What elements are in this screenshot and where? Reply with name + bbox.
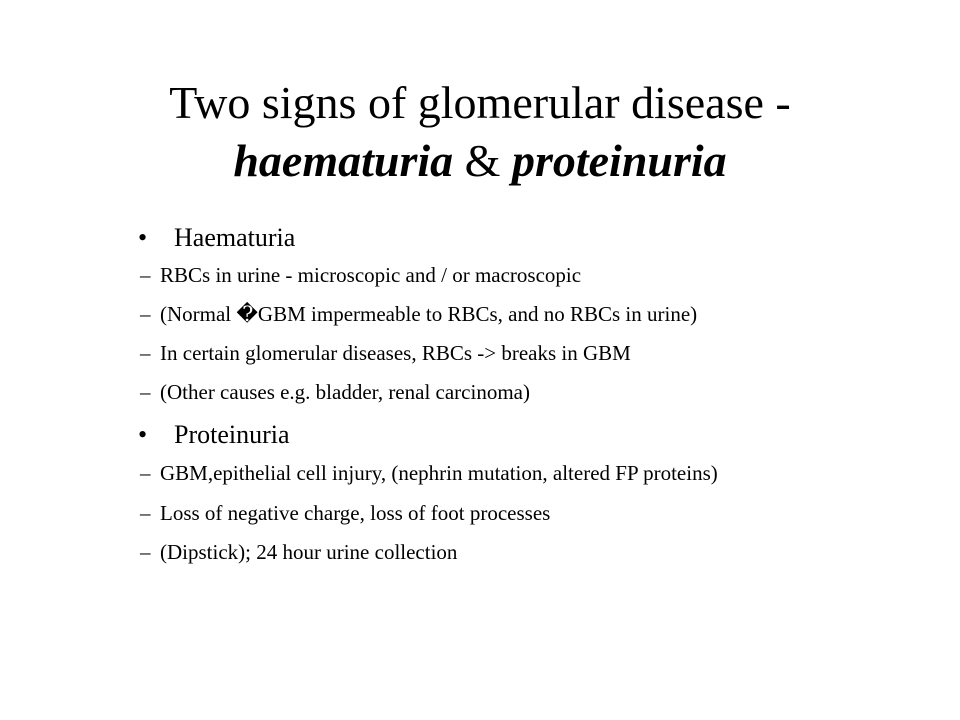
title-term-haematuria: haematuria (233, 135, 454, 186)
dash-icon: – (140, 461, 151, 485)
dash-icon: – (140, 380, 151, 404)
sub-bullet-text: RBCs in urine - microscopic and / or macroscopic (160, 263, 582, 287)
sub-bullet-text: (Dipstick); 24 hour urine collection (160, 540, 458, 564)
sub-bullet-text: (Normal �GBM impermeable to RBCs, and no RBCs in urine) (160, 302, 698, 326)
bullet-icon: • (138, 420, 148, 449)
sub-bullet-text: (Other causes e.g. bladder, renal carcinoma) (160, 380, 530, 404)
title-term-proteinuria: proteinuria (511, 135, 727, 186)
bullet-icon: • (138, 223, 148, 252)
dash-icon: – (140, 540, 151, 564)
dash-icon: – (140, 501, 151, 525)
sub-bullet-text: GBM,epithelial cell injury, (nephrin mutation, altered FP proteins) (160, 461, 718, 485)
dash-icon: – (140, 341, 151, 365)
title-ampersand: & (464, 135, 501, 186)
bullet-heading: Proteinuria (174, 420, 290, 449)
sub-bullet-text: Loss of negative charge, loss of foot processes (160, 501, 551, 525)
dash-icon: – (140, 302, 151, 326)
dash-icon: – (140, 263, 151, 287)
title-line-1: Two signs of glomerular disease - (169, 77, 791, 128)
sub-bullet-text: In certain glomerular diseases, RBCs -> breaks in GBM (160, 341, 631, 365)
bullet-heading: Haematuria (174, 223, 296, 252)
